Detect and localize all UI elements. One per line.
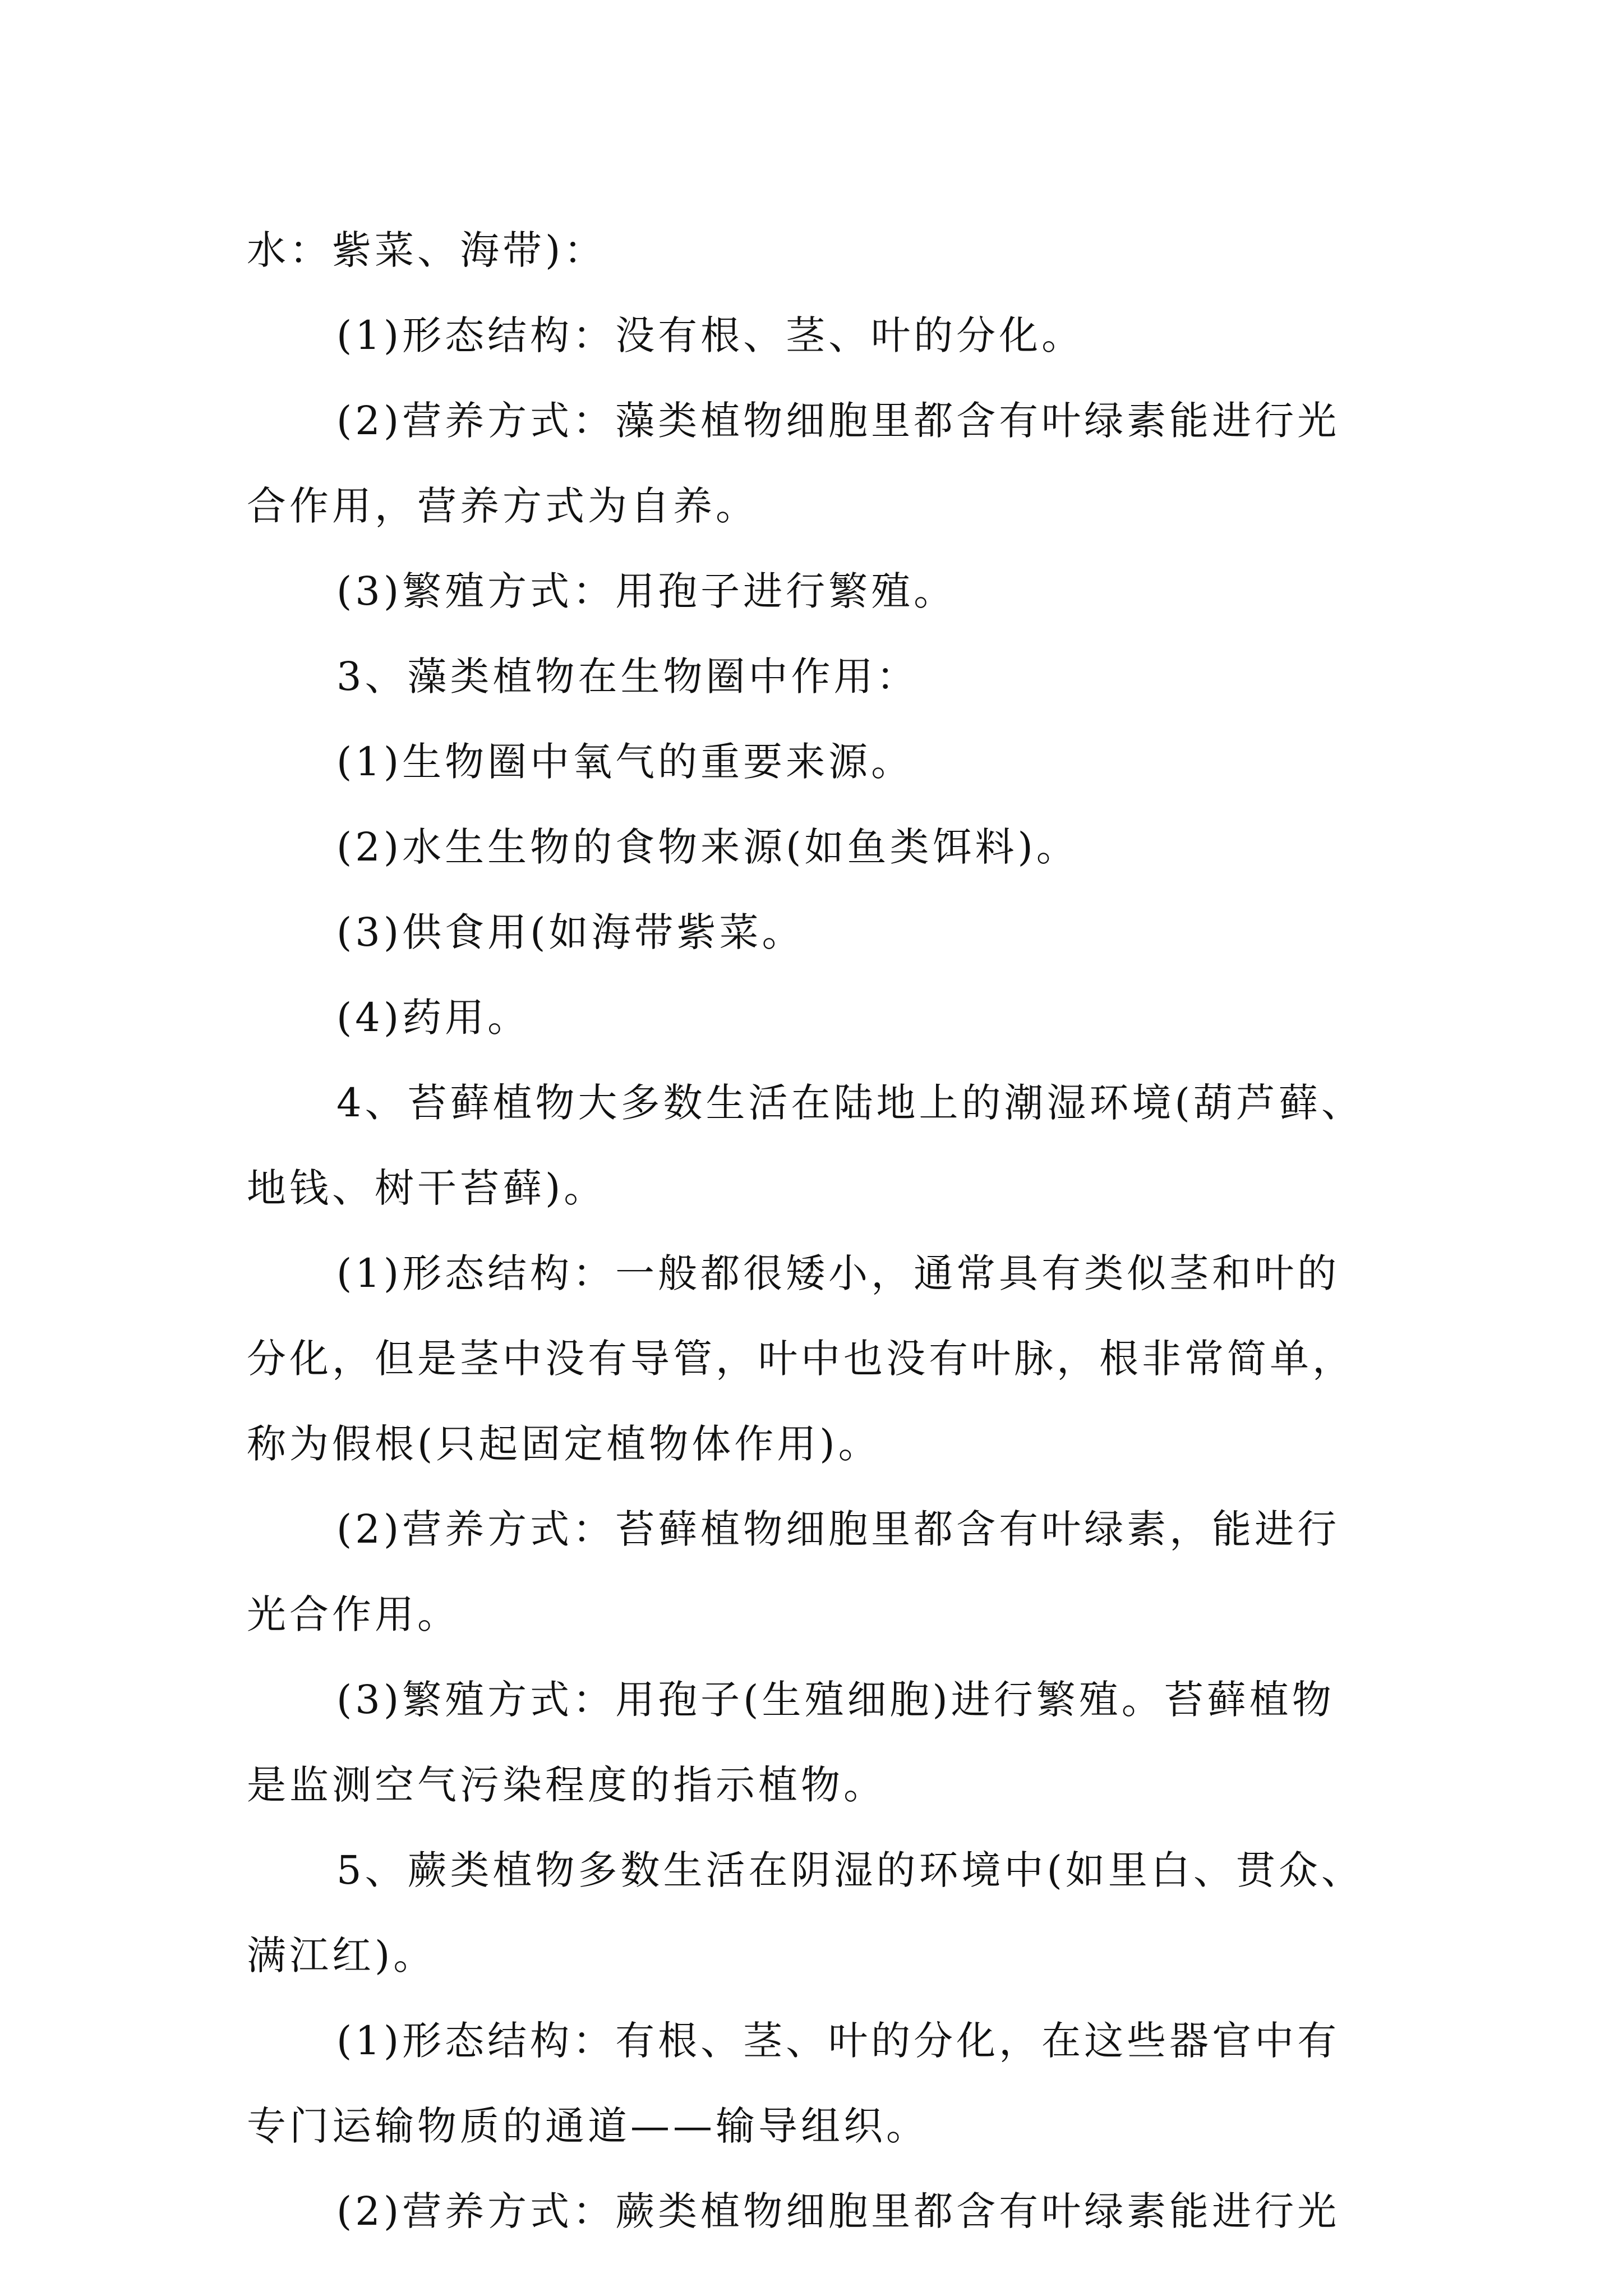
- document-body: [247, 208, 1402, 2254]
- text-line: (2)营养方式：苔藓植物细胞里都含有叶绿素，能进行: [336, 1506, 1340, 1552]
- text-line: 地钱、树干苔藓)。: [247, 1165, 607, 1211]
- text-line: (1)形态结构：没有根、茎、叶的分化。: [336, 312, 1085, 358]
- text-line: (1)生物圈中氧气的重要来源。: [336, 739, 914, 785]
- text-line: 4、苔藓植物大多数生活在陆地上的潮湿环境(葫芦藓、: [336, 1080, 1364, 1126]
- text-line: 满江红)。: [247, 1932, 436, 1978]
- text-line: (2)营养方式：蕨类植物细胞里都含有叶绿素能进行光: [336, 2188, 1340, 2234]
- text-line: 称为假根(只起固定植物体作用)。: [247, 1421, 881, 1467]
- text-line: (3)繁殖方式：用孢子进行繁殖。: [336, 568, 957, 614]
- text-line: 水：紫菜、海带)：: [247, 227, 607, 273]
- text-line: 专门运输物质的通道——输导组织。: [247, 2103, 929, 2149]
- text-line: 光合作用。: [247, 1591, 460, 1637]
- text-line: (2)水生生物的食物来源(如鱼类饵料)。: [336, 824, 1079, 870]
- text-line: 分化，但是茎中没有导管，叶中也没有叶脉，根非常简单，: [247, 1336, 1355, 1382]
- text-line: (1)形态结构：有根、茎、叶的分化，在这些器官中有: [336, 2018, 1340, 2064]
- text-line: (1)形态结构：一般都很矮小，通常具有类似茎和叶的: [336, 1250, 1340, 1296]
- text-line: (2)营养方式：藻类植物细胞里都含有叶绿素能进行光: [336, 398, 1340, 444]
- text-line: 3、藻类植物在生物圈中作用：: [336, 654, 919, 700]
- text-line: 5、蕨类植物多数生活在阴湿的环境中(如里白、贯众、: [336, 1847, 1364, 1893]
- text-line: 是监测空气污染程度的指示植物。: [247, 1762, 886, 1808]
- text-line: (3)繁殖方式：用孢子(生殖细胞)进行繁殖。苔藓植物: [336, 1677, 1335, 1723]
- text-line: (4)药用。: [336, 995, 531, 1041]
- text-line: 合作用，营养方式为自养。: [247, 483, 758, 529]
- text-line: (3)供食用(如海带紫菜。: [336, 909, 805, 955]
